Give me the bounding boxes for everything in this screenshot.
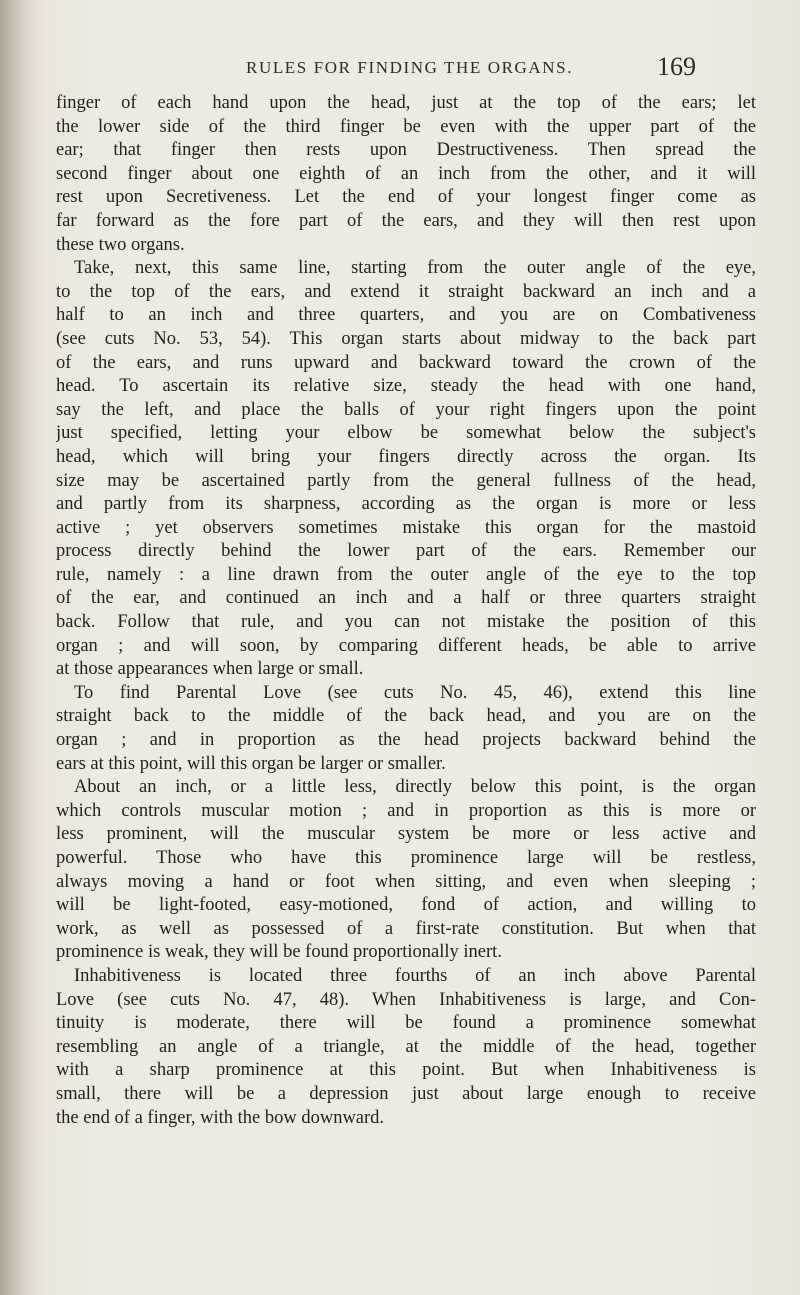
paragraph-combativeness: [56, 257, 756, 682]
text-line: rest upon Secretiveness. Let the end of your longest finger come as: [56, 187, 756, 208]
text-line: ear; that finger then rests upon Destructiveness. Then spread the: [56, 140, 756, 161]
text-line: small, there will be a depression just about large enough to receive: [56, 1083, 756, 1104]
text-line: with a sharp prominence at this point. But when Inhabitiveness is: [56, 1060, 756, 1081]
text-line: Take, next, this same line, starting from the outer angle of the eye,: [74, 258, 756, 279]
text-line: powerful. Those who have this prominence large will be restless,: [56, 848, 756, 868]
text-line: of the ears, and runs upward and backward toward the crown of the: [56, 352, 756, 373]
paragraph-finger-placement: [56, 92, 756, 257]
text-line: active ; yet observers sometimes mistake this organ for the mastoid: [56, 517, 756, 538]
text-line: back. Follow that rule, and you can not mistake the position of this: [56, 612, 756, 633]
text-line: process directly behind the lower part of the ears. Remember our: [56, 541, 756, 562]
text-line: of the ear, and continued an inch and a half or three quarters straight: [56, 588, 756, 609]
text-line: organ ; and will soon, by comparing different heads, be able to arrive: [56, 635, 756, 656]
text-line: To find Parental Love (see cuts No. 45, 46), extend this line: [74, 682, 756, 703]
text-line: resembling an angle of a triangle, at the middle of the head, together: [56, 1036, 756, 1057]
text-line: say the left, and place the balls of your right fingers upon the point: [56, 399, 756, 420]
text-line: rule, namely : a line drawn from the outer angle of the eye to the top: [56, 564, 756, 585]
text-line: the end of a finger, with the bow downward.: [56, 1107, 385, 1128]
text-line: just specified, letting your elbow be somewhat below the subject's: [56, 423, 756, 444]
running-head: [60, 52, 740, 82]
text-line: which controls muscular motion ; and in proportion as this is more or: [56, 800, 756, 821]
paragraph-parental-love: [56, 682, 756, 776]
text-line: prominence is weak, they will be found proportionally inert.: [56, 942, 502, 963]
text-line: at those appearances when large or small.: [56, 659, 364, 680]
body-text: [56, 92, 756, 1130]
text-line: ears at this point, will this organ be larger or smaller.: [56, 753, 446, 774]
text-line: head, which will bring your fingers directly across the organ. Its: [56, 446, 756, 467]
text-line: Inhabitiveness is located three fourths of an inch above Parental: [74, 965, 756, 986]
text-line: these two organs.: [56, 234, 185, 255]
text-line: to the top of the ears, and extend it straight backward an inch and a: [56, 281, 756, 302]
text-line: second finger about one eighth of an inch from the other, and it will: [56, 163, 756, 184]
text-line: About an inch, or a little less, directly below this point, is the organ: [74, 777, 756, 798]
text-line: size may be ascertained partly from the general fullness of the head,: [56, 470, 756, 491]
paragraph-muscular-motion: [56, 776, 756, 965]
page-gutter-shadow: [0, 0, 38, 1295]
text-line: finger of each hand upon the head, just at the top of the ears; let: [56, 93, 756, 113]
text-line: always moving a hand or foot when sitting, and even when sleeping ;: [56, 871, 756, 892]
text-line: far forward as the fore part of the ears, and they will then rest upon: [56, 210, 756, 231]
text-line: tinuity is moderate, there will be found a prominence somewhat: [56, 1013, 756, 1034]
running-title: RULES FOR FINDING THE ORGANS.: [246, 58, 574, 77]
text-line: organ ; and in proportion as the head projects backward behind the: [56, 730, 756, 751]
text-line: Love (see cuts No. 47, 48). When Inhabitiveness is large, and Con-: [56, 989, 756, 1010]
text-line: (see cuts No. 53, 54). This organ starts about midway to the back part: [56, 328, 756, 349]
text-line: and partly from its sharpness, according as the organ is more or less: [56, 494, 756, 515]
paragraph-inhabitiveness: [56, 965, 756, 1130]
text-line: the lower side of the third finger be even with the upper part of the: [56, 116, 756, 137]
text-line: will be light-footed, easy-motioned, fond of action, and willing to: [56, 895, 756, 916]
text-line: less prominent, will the muscular system be more or less active and: [56, 824, 756, 845]
text-line: head. To ascertain its relative size, steady the head with one hand,: [56, 376, 756, 397]
page-number: 169: [657, 52, 696, 81]
text-line: work, as well as possessed of a first-rate constitution. But when that: [56, 918, 756, 939]
text-line: half to an inch and three quarters, and you are on Combativeness: [56, 305, 756, 326]
text-line: straight back to the middle of the back head, and you are on the: [56, 706, 756, 727]
